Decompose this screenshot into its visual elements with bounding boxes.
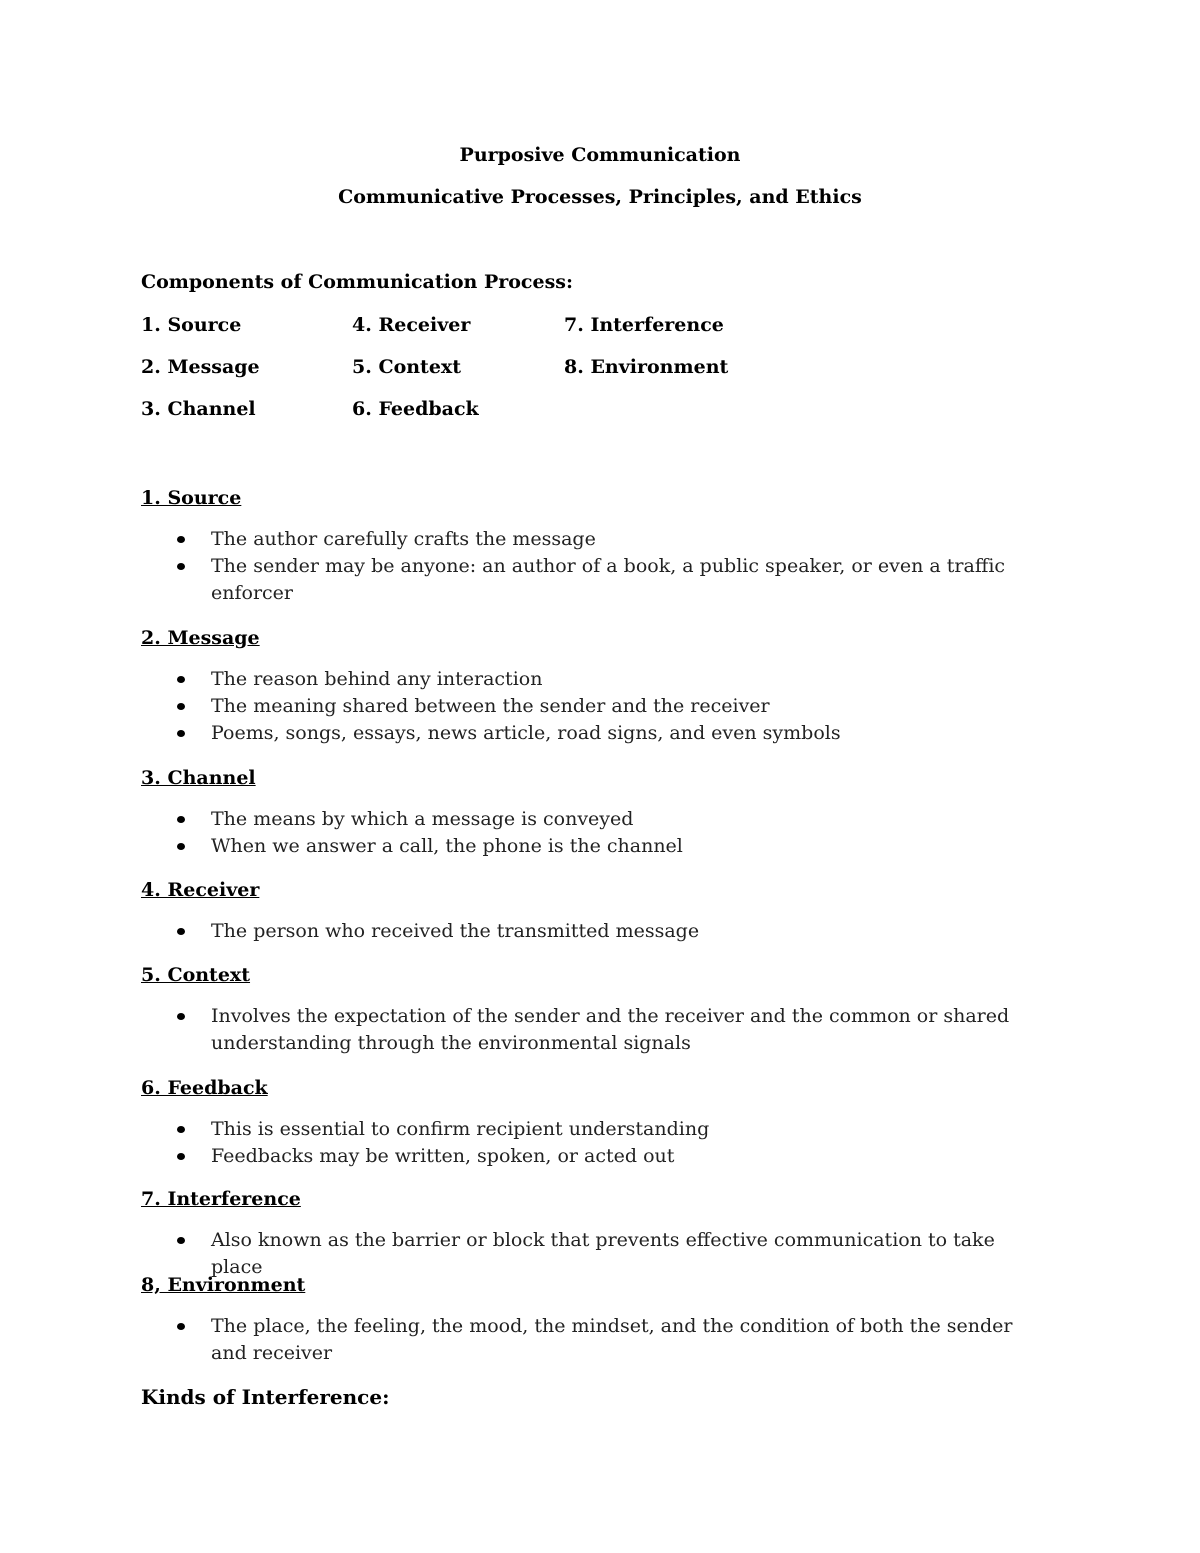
bullet-icon xyxy=(177,928,185,935)
section-feedback xyxy=(141,1075,1041,1170)
bullet-icon xyxy=(177,1126,185,1133)
section-context xyxy=(141,962,1041,1057)
section-heading: 5. Context xyxy=(141,964,251,986)
list-item xyxy=(141,833,1041,860)
section-interference xyxy=(141,1186,1041,1281)
component-item: 7. Interference xyxy=(564,314,724,336)
component-item: 6. Feedback xyxy=(352,398,479,420)
components-heading: Components of Communication Process: xyxy=(141,271,573,293)
bullet-icon xyxy=(177,536,185,543)
section-environment xyxy=(141,1272,1041,1367)
bullet-text: Also known as the barrier or block that prevents effective communication to take place xyxy=(211,1229,995,1278)
bullet-icon xyxy=(177,703,185,710)
bullet-list xyxy=(141,1003,1041,1057)
list-item xyxy=(141,918,1041,945)
list-item xyxy=(141,553,1041,607)
bullet-text: The place, the feeling, the mood, the mindset, and the condition of both the sender and receiver xyxy=(211,1315,1013,1364)
list-item xyxy=(141,1313,1041,1367)
bullet-text: The sender may be anyone: an author of a book, a public speaker, or even a traffic enforcer xyxy=(211,555,1006,604)
section-channel xyxy=(141,765,1041,860)
section-heading: 4. Receiver xyxy=(141,879,260,901)
section-heading: 2. Message xyxy=(141,627,260,649)
bullet-text: Poems, songs, essays, news article, road signs, and even symbols xyxy=(211,722,841,744)
bullet-list xyxy=(141,666,1041,747)
document-title: Purposive Communication xyxy=(459,144,741,166)
bullet-text: The author carefully crafts the message xyxy=(211,528,596,550)
section-receiver xyxy=(141,877,1041,945)
section-heading: 6. Feedback xyxy=(141,1077,268,1099)
bullet-icon xyxy=(177,730,185,737)
bullet-list xyxy=(141,1313,1041,1367)
component-item: 1. Source xyxy=(141,314,242,336)
list-item xyxy=(141,1116,1041,1143)
list-item xyxy=(141,1003,1041,1057)
section-heading: 3. Channel xyxy=(141,767,256,789)
bullet-icon xyxy=(177,843,185,850)
bullet-text: The person who received the transmitted message xyxy=(211,920,700,942)
section-source xyxy=(141,485,1041,607)
bullet-text: The means by which a message is conveyed xyxy=(211,808,634,830)
bullet-icon xyxy=(177,816,185,823)
bullet-list xyxy=(141,918,1041,945)
list-item xyxy=(141,720,1041,747)
component-item: 8. Environment xyxy=(564,356,729,378)
component-item: 4. Receiver xyxy=(352,314,471,336)
bullet-text: The meaning shared between the sender and the receiver xyxy=(211,695,770,717)
bullet-icon xyxy=(177,1237,185,1244)
bullet-list xyxy=(141,526,1041,607)
section-message xyxy=(141,625,1041,747)
bullet-icon xyxy=(177,1153,185,1160)
bullet-text: The reason behind any interaction xyxy=(211,668,543,690)
document-subtitle: Communicative Processes, Principles, and Ethics xyxy=(338,186,862,208)
bullet-text: Involves the expectation of the sender and the receiver and the common or shared understanding through the environmental signals xyxy=(211,1005,1010,1054)
component-item: 5. Context xyxy=(352,356,462,378)
section-heading: 7. Interference xyxy=(141,1188,301,1210)
list-item xyxy=(141,693,1041,720)
component-item: 2. Message xyxy=(141,356,260,378)
section-heading: 8, Environment xyxy=(141,1274,306,1296)
bullet-list xyxy=(141,806,1041,860)
bullet-icon xyxy=(177,563,185,570)
section-heading: 1. Source xyxy=(141,487,242,509)
component-item: 3. Channel xyxy=(141,398,256,420)
bullet-text: When we answer a call, the phone is the channel xyxy=(211,835,683,857)
list-item xyxy=(141,1143,1041,1170)
kinds-of-interference-heading: Kinds of Interference: xyxy=(141,1385,390,1409)
bullet-icon xyxy=(177,676,185,683)
bullet-icon xyxy=(177,1323,185,1330)
list-item xyxy=(141,526,1041,553)
bullet-list xyxy=(141,1116,1041,1170)
bullet-icon xyxy=(177,1013,185,1020)
list-item xyxy=(141,806,1041,833)
bullet-text: Feedbacks may be written, spoken, or acted out xyxy=(211,1145,675,1167)
list-item xyxy=(141,666,1041,693)
bullet-text: This is essential to confirm recipient understanding xyxy=(211,1118,710,1140)
